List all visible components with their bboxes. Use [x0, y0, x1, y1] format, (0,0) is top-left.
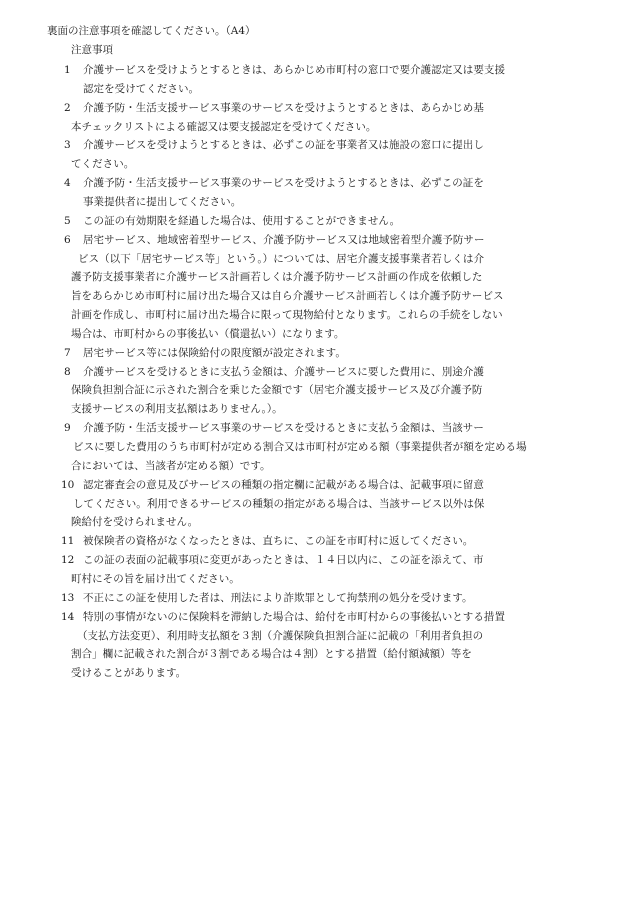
- note-text-continued: 旨をあらかじめ市町村に届け出た場合又は自ら介護サービス計画若しくは介護予防サービス: [71, 290, 504, 303]
- note-text-continued: 計画を作成し、市町村に届け出た場合に限って現物給付となります。これらの手続をしない: [71, 309, 503, 322]
- note-number: 9: [64, 422, 71, 435]
- note-number: 1: [64, 64, 71, 76]
- note-text-continued: （支払方法変更）、利用時支払額を３割（介護保険負担割合証に記載の「利用者負担の: [77, 629, 484, 642]
- note-text-continued: 受けることがあります。: [71, 667, 187, 680]
- note-number: 3: [64, 139, 71, 152]
- note-text: 介護予防・生活支援サービス事業のサービスを受けようとするときは、必ずこの証を: [83, 177, 484, 190]
- note-text: 認定審査会の意見及びサービスの種類の指定欄に記載がある場合は、記載事項に留意: [83, 478, 484, 491]
- note-text-continued: 護予防支援事業者に介護サービス計画若しくは介護予防サービス計画の作成を依頼した: [71, 271, 483, 284]
- note-number: 14: [61, 610, 75, 623]
- note-text: 特別の事情がないのに保険料を滞納した場合は、給付を市町村からの事後払いとする措置: [83, 610, 505, 623]
- note-text: 介護予防・生活支援サービス事業のサービスを受けるときに支払う金額は、当該サー: [83, 422, 484, 435]
- note-number: 11: [61, 535, 75, 548]
- document-header: 裏面の注意事項を確認してください。（A4）: [47, 25, 256, 37]
- note-text-continued: 保険負担割合証に示された割合を乗じた金額です（居宅介護支援サービス及び介護予防: [71, 384, 483, 397]
- note-text-continued: 事業提供者に提出してください。: [83, 195, 242, 208]
- note-text: 介護予防・生活支援サービス事業のサービスを受けようとするときは、あらかじめ基: [83, 101, 484, 114]
- note-number: 8: [64, 365, 71, 378]
- note-number: 13: [61, 591, 75, 604]
- note-text-continued: 本チェックリストによる確認又は要支援認定を受けてください。: [71, 120, 377, 133]
- note-text: 被保険者の資格がなくなったときは、直ちに、この証を市町村に返してください。: [83, 535, 474, 548]
- note-number: 5: [64, 214, 71, 227]
- notes-title: 注意事項: [71, 44, 113, 56]
- note-number: 10: [61, 478, 75, 491]
- note-text-continued: 険給付を受けられません。: [71, 516, 199, 529]
- note-text: 居宅サービス、地域密着型サービス、介護予防サービス又は地域密着型介護予防サー: [83, 233, 485, 246]
- note-text-continued: 割合」欄に記載された割合が３割である場合は４割）とする措置（給付額減額）等を: [71, 648, 472, 661]
- note-text-continued: ビス（以下「居宅サービス等」という。）については、居宅介護支援事業者若しくは介: [78, 252, 484, 265]
- note-text: この証の表面の記載事項に変更があったときは、１４日以内に、この証を添えて、市: [83, 554, 484, 567]
- note-text: 介護サービスを受けようとするときは、あらかじめ市町村の窓口で要介護認定又は要支援: [83, 64, 505, 76]
- note-number: 12: [61, 554, 75, 567]
- note-text: この証の有効期限を経過した場合は、使用することができません。: [83, 214, 401, 227]
- note-number: 6: [64, 233, 71, 246]
- note-text: 介護サービスを受けようとするときは、必ずこの証を事業者又は施設の窓口に提出し: [83, 139, 484, 152]
- note-number: 7: [64, 346, 71, 359]
- note-text-continued: てください。: [71, 158, 135, 171]
- note-text-continued: してください。利用できるサービスの種類の指定がある場合は、当該サービス以外は保: [73, 497, 485, 510]
- note-text-continued: 場合は、市町村からの事後払い（償還払い）になります。: [71, 327, 345, 340]
- note-text: 不正にこの証を使用した者は、刑法により詐欺罪として拘禁刑の処分を受けます。: [83, 591, 473, 604]
- note-text-continued: 支援サービスの利用支払額はありません。）。: [71, 403, 283, 416]
- note-number: 4: [64, 177, 71, 190]
- note-text: 居宅サービス等には保険給付の限度額が設定されます。: [83, 346, 346, 359]
- note-text: 介護サービスを受けるときに支払う金額は、介護サービスに要した費用に、別途介護: [83, 365, 484, 378]
- note-text-continued: 町村にその旨を届け出てください。: [71, 572, 240, 585]
- note-text-continued: 合においては、当該者が定める額）です。: [71, 459, 271, 472]
- note-text-continued: ビスに要した費用のうち市町村が定める割合又は市町村が定める額（事業提供者が額を定める場: [73, 441, 527, 453]
- note-number: 2: [64, 101, 71, 114]
- note-text-continued: 認定を受けてください。: [83, 82, 200, 95]
